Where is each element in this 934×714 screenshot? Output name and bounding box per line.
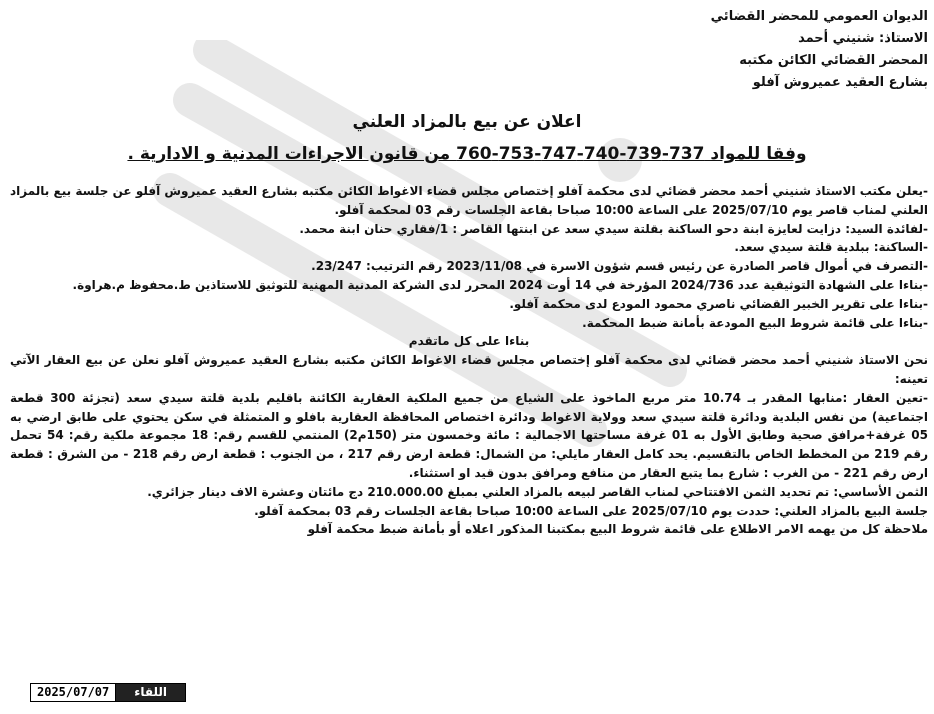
bailiff-address: بشارع العقيد عميروش آفلو [752,75,928,90]
publication-footer [30,683,186,702]
declaration-paragraph: نحن الاستاذ شنيني أحمد محضر قضائي لدى محكمة آفلو إختصاص مجلس قضاء الاغواط الكائن مكتبه بشارع العقيد عميروش آفلو نعلن عن بيع العقار الآتي تعينه: [10,353,928,386]
beneficiary-paragraph: -لفائدة السيد: دزايت لعايزة ابنة دحو الساكنة بقلتة سيدي سعد عن ابنتها القاصر : 1/فقاري حنان ابنة محمد. [299,221,928,236]
bailiff-name: الاستاذ: شنيني أحمد [798,31,928,46]
publication-date: 2025/07/07 [31,684,116,701]
auction-session-paragraph: جلسة البيع بالمزاد العلني: حددت يوم 2025/07/10 على الساعة 10:00 صباحا بقاعة الجلسات رقم 03 بمحكمة آفلو. [254,503,928,518]
notary-certificate-paragraph: -بناءا على الشهادة التوثيقية عدد 2024/736 المؤرخة في 14 أوت 2024 المحرر لدى الشركة المدنية المهنية للتوثيق للاستاذين ط.محفوظ م.هراوة. [72,277,928,292]
newspaper-name: اللقاء [116,684,185,701]
office-line: الديوان العمومي للمحضر القضائي [710,9,928,24]
note-paragraph: ملاحظة كل من يهمه الامر الاطلاع على قائمة شروط البيع بمكتبنا المذكور اعلاه أو بأمانة ضبط محكمة آفلو [307,522,928,537]
whereas-heading: بناءا على كل ماتقدم [408,334,530,349]
bailiff-role: المحضر القضائي الكائن مكتبه [739,53,928,68]
base-price-paragraph: الثمن الأساسي: تم تحديد الثمن الافتتاحي لمناب القاصر لبيعه بالمزاد العلني بمبلغ 210.000.00 دج مائتان وعشرة الاف دينار جزائري. [147,484,928,499]
bailiff-header [711,6,928,94]
sale-conditions-paragraph: -بناءا على قائمة شروط البيع المودعة بأمانة ضبط المحكمة. [582,315,928,330]
expert-report-paragraph: -بناءا على تقرير الخبير القضائي ناصري محمود المودع لدى محكمة آفلو. [509,296,928,311]
notice-subtitle: وفقا للمواد 737-739-740-747-753-760 من قانون الاجراءات المدنية و الادارية . [127,144,807,164]
residence-paragraph: -الساكنة: ببلدية قلتة سيدي سعد. [734,240,928,255]
property-description-paragraph: -تعين العقار :منابها المقدر بـ 10.74 متر مربع الماخوذ على الشياع من جميع الملكية العقارية الكائنة باقليم بلدية قلتة سيدي سعد (تجزئة 300 قطعة اجتماعية) من نفس البلدية ودائرة قلتة سيدي سعد وولاية الاغواط ودائرة اختصاص المحافظة العقارية بافلو و المتمثلة في سكن يحتوي على طابق ارضي به 05 غرفة+مرافق صحية وطابق الأول به 01 غرفة مساحتها الاجمالية : مائة وخمسون متر (150م2) المنتمي للقسم رقم: 18 مجموعة ملكية رقم: 54 تحمل رقم 219 من المخطط الخاص بالتقسيم. يحد كامل العقار مايلي: من الشمال: قطعة ارض رقم 217 ، من الجنوب : قطعة ارض رقم 218 - من الشرق : قطعة ارض رقم 221 - من الغرب : شارع بما يتبع العقار من منافع ومرافق بدون قيد او استثناء. [10,390,928,480]
notice-title: اعلان عن بيع بالمزاد العلني [352,112,582,132]
announcement-paragraph: -يعلن مكتب الاستاذ شنيني أحمد محضر قضائي لدى محكمة آفلو إختصاص مجلس قضاء الاغواط الكائن مكتبه بشارع العقيد عميروش آفلو عن جلسة بيع بالمزاد العلني لمناب قاصر يوم 2025/07/10 على الساعة 10:00 صباحا بقاعة الجلسات رقم 03 لمحكمة آفلو. [10,184,928,217]
authorization-paragraph: -التصرف في أموال قاصر الصادرة عن رئيس قسم شؤون الاسرة في 2023/11/08 رقم الترتيب: 23/247. [311,259,928,274]
notice-body [10,182,928,539]
